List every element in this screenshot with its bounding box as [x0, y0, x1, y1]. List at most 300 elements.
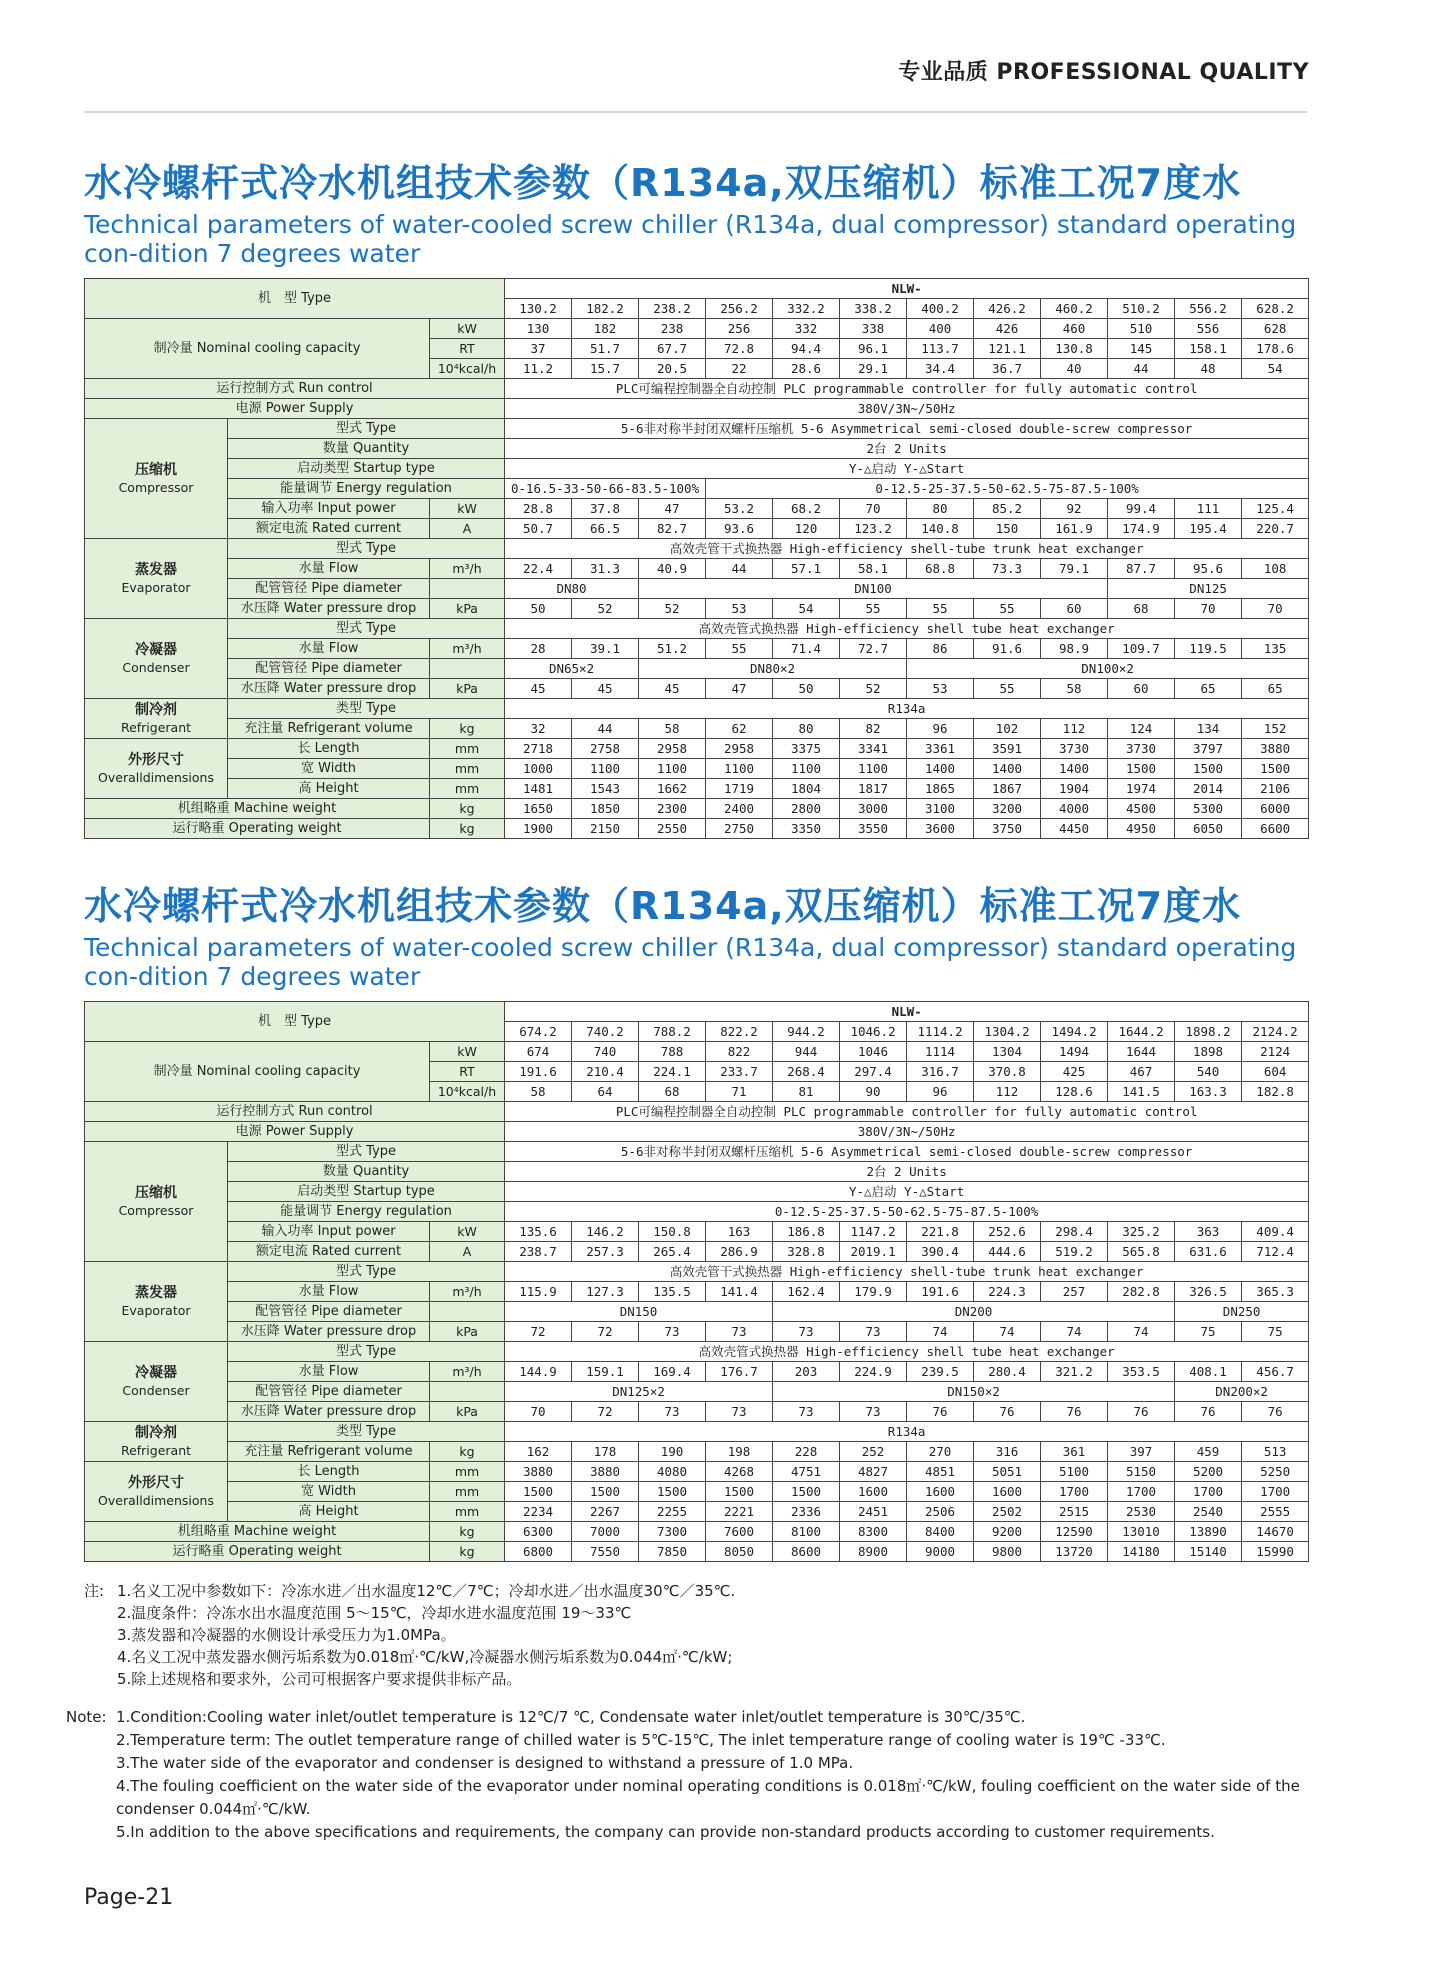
value-cell: 397 — [1108, 1442, 1175, 1462]
value-cell: 2106 — [1242, 779, 1309, 799]
model-number: 238.2 — [639, 299, 706, 319]
value-cell: 44 — [706, 559, 773, 579]
value-cell: 7850 — [639, 1542, 706, 1562]
value-cell: 1500 — [1108, 759, 1175, 779]
value-cell: 6800 — [505, 1542, 572, 1562]
value-cell: 556 — [1175, 319, 1242, 339]
value-cell: 40.9 — [639, 559, 706, 579]
value-cell: 2530 — [1108, 1502, 1175, 1522]
spec-table — [84, 278, 1309, 839]
value-cell: 65 — [1175, 679, 1242, 699]
value-cell: 141.5 — [1108, 1082, 1175, 1102]
value-cell: 145 — [1108, 339, 1175, 359]
group-label-cn: 冷凝器 — [135, 641, 177, 658]
pipe-value: DN65×2 — [505, 659, 639, 679]
row-label: 额定电流 Rated current — [228, 519, 430, 539]
value-cell: 467 — [1108, 1062, 1175, 1082]
value-cell: 280.4 — [974, 1362, 1041, 1382]
value-cell: 57.1 — [773, 559, 840, 579]
value-cell: 1500 — [505, 1482, 572, 1502]
value-cell: 190 — [639, 1442, 706, 1462]
value-cell: 286.9 — [706, 1242, 773, 1262]
value-cell: 28.8 — [505, 499, 572, 519]
value-cell: 76 — [907, 1402, 974, 1422]
span-value: 高效壳管式换热器 High-efficiency shell tube heat exchanger — [505, 1342, 1309, 1362]
value-cell: 1500 — [1242, 759, 1309, 779]
value-cell: 81 — [773, 1082, 840, 1102]
span-value: 0-16.5-33-50-66-83.5-100% — [505, 479, 706, 499]
unit-cell: kg — [430, 1442, 505, 1462]
value-cell: 2800 — [773, 799, 840, 819]
value-cell: 1974 — [1108, 779, 1175, 799]
value-cell: 123.2 — [840, 519, 907, 539]
value-cell: 3730 — [1041, 739, 1108, 759]
row-label: 高 Height — [228, 1502, 430, 1522]
value-cell: 31.3 — [572, 559, 639, 579]
value-cell: 363 — [1175, 1222, 1242, 1242]
spec-section-2 — [84, 883, 1309, 1562]
value-cell: 58 — [639, 719, 706, 739]
span-value: 5-6非对称半封闭双螺杆压缩机 5-6 Asymmetrical semi-closed double-screw compressor — [505, 1142, 1309, 1162]
value-cell: 8300 — [840, 1522, 907, 1542]
value-cell: 45 — [572, 679, 639, 699]
notes-cn — [84, 1580, 735, 1690]
value-cell: 8600 — [773, 1542, 840, 1562]
value-cell: 15.7 — [572, 359, 639, 379]
group-label-cn: 冷凝器 — [135, 1364, 177, 1381]
spec-table — [84, 1001, 1309, 1562]
value-cell: 1543 — [572, 779, 639, 799]
value-cell: 256 — [706, 319, 773, 339]
value-cell: 73 — [639, 1402, 706, 1422]
value-cell: 8900 — [840, 1542, 907, 1562]
group-label — [85, 699, 228, 739]
value-cell: 4950 — [1108, 819, 1175, 839]
value-cell: 210.4 — [572, 1062, 639, 1082]
value-cell: 140.8 — [907, 519, 974, 539]
value-cell: 22.4 — [505, 559, 572, 579]
value-cell: 5200 — [1175, 1462, 1242, 1482]
unit-cell: m³/h — [430, 639, 505, 659]
value-cell: 71.4 — [773, 639, 840, 659]
value-cell: 1046 — [840, 1042, 907, 1062]
value-cell: 53 — [706, 599, 773, 619]
value-cell: 20.5 — [639, 359, 706, 379]
value-cell: 270 — [907, 1442, 974, 1462]
value-cell: 4751 — [773, 1462, 840, 1482]
span-value: 2台 2 Units — [505, 1162, 1309, 1182]
value-cell: 2550 — [639, 819, 706, 839]
row-label: 额定电流 Rated current — [228, 1242, 430, 1262]
value-cell: 135 — [1242, 639, 1309, 659]
row-label: 能量调节 Energy regulation — [228, 1202, 505, 1222]
row-label: 充注量 Refrigerant volume — [228, 1442, 430, 1462]
value-cell: 73 — [773, 1322, 840, 1342]
value-cell: 3750 — [974, 819, 1041, 839]
value-cell: 282.8 — [1108, 1282, 1175, 1302]
value-cell: 460 — [1041, 319, 1108, 339]
value-cell: 37 — [505, 339, 572, 359]
value-cell: 121.1 — [974, 339, 1041, 359]
value-cell: 2255 — [639, 1502, 706, 1522]
unit-cell — [430, 1302, 505, 1322]
model-number: 426.2 — [974, 299, 1041, 319]
value-cell: 2019.1 — [840, 1242, 907, 1262]
note-en-item: 5.In addition to the above specifications and requirements, the company can provide non-standard products according to customer requirements. — [116, 1823, 1215, 1841]
span-value: 5-6非对称半封闭双螺杆压缩机 5-6 Asymmetrical semi-closed double-screw compressor — [505, 419, 1309, 439]
value-cell: 47 — [639, 499, 706, 519]
value-cell: 60 — [1041, 599, 1108, 619]
row-label: 高 Height — [228, 779, 430, 799]
value-cell: 70 — [840, 499, 907, 519]
value-cell: 1400 — [907, 759, 974, 779]
value-cell: 2150 — [572, 819, 639, 839]
value-cell: 332 — [773, 319, 840, 339]
value-cell: 444.6 — [974, 1242, 1041, 1262]
unit-cell: kPa — [430, 1322, 505, 1342]
section-title-cn: 水冷螺杆式冷水机组技术参数（R134a,双压缩机）标准工况7度水 — [84, 161, 1242, 205]
value-cell: 82 — [840, 719, 907, 739]
group-label — [85, 619, 228, 699]
notes-en — [66, 1706, 1316, 1844]
row-label: 型式 Type — [228, 419, 505, 439]
value-cell: 3361 — [907, 739, 974, 759]
value-cell: 14180 — [1108, 1542, 1175, 1562]
value-cell: 99.4 — [1108, 499, 1175, 519]
value-cell: 628 — [1242, 319, 1309, 339]
row-label: 运行略重 Operating weight — [85, 819, 430, 839]
unit-cell: mm — [430, 759, 505, 779]
pipe-value: DN100 — [639, 579, 1108, 599]
value-cell: 130.8 — [1041, 339, 1108, 359]
value-cell: 50 — [505, 599, 572, 619]
value-cell: 96 — [907, 1082, 974, 1102]
value-cell: 459 — [1175, 1442, 1242, 1462]
value-cell: 238 — [639, 319, 706, 339]
group-label-en: Overalldimensions — [98, 769, 214, 785]
value-cell: 55 — [706, 639, 773, 659]
value-cell: 3200 — [974, 799, 1041, 819]
row-label: 水量 Flow — [228, 1282, 430, 1302]
value-cell: 1865 — [907, 779, 974, 799]
value-cell: 76 — [1242, 1402, 1309, 1422]
value-cell: 7600 — [706, 1522, 773, 1542]
span-value: PLC可编程控制器全自动控制 PLC programmable controller for fully automatic control — [505, 1102, 1309, 1122]
value-cell: 1304 — [974, 1042, 1041, 1062]
value-cell: 130 — [505, 319, 572, 339]
value-cell: 224.3 — [974, 1282, 1041, 1302]
value-cell: 152 — [1242, 719, 1309, 739]
value-cell: 32 — [505, 719, 572, 739]
value-cell: 456.7 — [1242, 1362, 1309, 1382]
value-cell: 604 — [1242, 1062, 1309, 1082]
value-cell: 510 — [1108, 319, 1175, 339]
unit-cell: kPa — [430, 1402, 505, 1422]
value-cell: 60 — [1108, 679, 1175, 699]
value-cell: 540 — [1175, 1062, 1242, 1082]
value-cell: 9200 — [974, 1522, 1041, 1542]
pipe-value: DN80×2 — [639, 659, 907, 679]
model-number: 674.2 — [505, 1022, 572, 1042]
pipe-value: DN100×2 — [907, 659, 1309, 679]
row-label: 启动类型 Startup type — [228, 1182, 505, 1202]
value-cell: 1600 — [840, 1482, 907, 1502]
unit-cell: RT — [430, 1062, 505, 1082]
unit-cell: kW — [430, 319, 505, 339]
value-cell: 2506 — [907, 1502, 974, 1522]
value-cell: 39.1 — [572, 639, 639, 659]
model-number: 822.2 — [706, 1022, 773, 1042]
value-cell: 3797 — [1175, 739, 1242, 759]
value-cell: 3880 — [1242, 739, 1309, 759]
model-number: 2124.2 — [1242, 1022, 1309, 1042]
spec-section-1 — [84, 160, 1309, 839]
note-en-item: 4.The fouling coefficient on the water side of the evaporator under nominal operating conditions is 0.018㎡·℃/kW, fouling coefficient on the water side of the condenser 0.044㎡·℃/kW. — [116, 1777, 1300, 1818]
value-cell: 1904 — [1041, 779, 1108, 799]
value-cell: 158.1 — [1175, 339, 1242, 359]
value-cell: 228 — [773, 1442, 840, 1462]
unit-cell: kg — [430, 719, 505, 739]
value-cell: 3880 — [505, 1462, 572, 1482]
value-cell: 257.3 — [572, 1242, 639, 1262]
value-cell: 9000 — [907, 1542, 974, 1562]
value-cell: 203 — [773, 1362, 840, 1382]
unit-cell: kg — [430, 819, 505, 839]
value-cell: 80 — [773, 719, 840, 739]
page-number: Page-21 — [84, 1885, 174, 1910]
value-cell: 1817 — [840, 779, 907, 799]
row-label: 型式 Type — [228, 1142, 505, 1162]
row-label: 水量 Flow — [228, 639, 430, 659]
value-cell: 96 — [907, 719, 974, 739]
unit-cell: RT — [430, 339, 505, 359]
value-cell: 150.8 — [639, 1222, 706, 1242]
row-label: 长 Length — [228, 1462, 430, 1482]
note-en-item: 2.Temperature term: The outlet temperature range of chilled water is 5℃-15℃, The inlet temperature range of cooling water is 19℃ -33℃. — [116, 1731, 1166, 1749]
value-cell: 9800 — [974, 1542, 1041, 1562]
unit-cell: m³/h — [430, 559, 505, 579]
model-label: 机 型 Type — [85, 1002, 505, 1042]
span-value: PLC可编程控制器全自动控制 PLC programmable controller for fully automatic control — [505, 379, 1309, 399]
value-cell: 1600 — [974, 1482, 1041, 1502]
group-label — [85, 1262, 228, 1342]
value-cell: 28.6 — [773, 359, 840, 379]
value-cell: 52 — [840, 679, 907, 699]
row-label: 运行略重 Operating weight — [85, 1542, 430, 1562]
value-cell: 1100 — [572, 759, 639, 779]
value-cell: 74 — [974, 1322, 1041, 1342]
unit-cell: kW — [430, 1042, 505, 1062]
value-cell: 52 — [572, 599, 639, 619]
value-cell: 13720 — [1041, 1542, 1108, 1562]
group-label-en: Evaporator — [121, 579, 191, 595]
value-cell: 1804 — [773, 779, 840, 799]
row-label: 启动类型 Startup type — [228, 459, 505, 479]
note-cn-item: 1.名义工况中参数如下：冷冻水进／出水温度12℃／7℃；冷却水进／出水温度30℃／35℃. — [117, 1582, 736, 1600]
value-cell: 55 — [974, 599, 1041, 619]
value-cell: 94.4 — [773, 339, 840, 359]
model-number: 556.2 — [1175, 299, 1242, 319]
model-number: 338.2 — [840, 299, 907, 319]
group-label-cn: 外形尺寸 — [128, 1474, 184, 1491]
value-cell: 72.7 — [840, 639, 907, 659]
model-number: 628.2 — [1242, 299, 1309, 319]
value-cell: 95.6 — [1175, 559, 1242, 579]
value-cell: 400 — [907, 319, 974, 339]
model-number: 1114.2 — [907, 1022, 974, 1042]
value-cell: 29.1 — [840, 359, 907, 379]
value-cell: 182 — [572, 319, 639, 339]
value-cell: 1000 — [505, 759, 572, 779]
row-label: 水压降 Water pressure drop — [228, 1322, 430, 1342]
row-label: 宽 Width — [228, 1482, 430, 1502]
value-cell: 76 — [1108, 1402, 1175, 1422]
span-value: 高效壳管干式换热器 High-efficiency shell-tube trunk heat exchanger — [505, 539, 1309, 559]
value-cell: 1867 — [974, 779, 1041, 799]
span-value: Y-△启动 Y-△Start — [505, 1182, 1309, 1202]
unit-cell: mm — [430, 739, 505, 759]
value-cell: 1100 — [773, 759, 840, 779]
value-cell: 565.8 — [1108, 1242, 1175, 1262]
value-cell: 112 — [1041, 719, 1108, 739]
group-label-en: Compressor — [118, 479, 194, 495]
value-cell: 1644 — [1108, 1042, 1175, 1062]
value-cell: 135.5 — [639, 1282, 706, 1302]
value-cell: 64 — [572, 1082, 639, 1102]
value-cell: 40 — [1041, 359, 1108, 379]
value-cell: 102 — [974, 719, 1041, 739]
group-label-en: Condenser — [122, 1382, 190, 1398]
value-cell: 631.6 — [1175, 1242, 1242, 1262]
value-cell: 409.4 — [1242, 1222, 1309, 1242]
row-label: 型式 Type — [228, 1262, 505, 1282]
model-number: 1046.2 — [840, 1022, 907, 1042]
value-cell: 44 — [572, 719, 639, 739]
value-cell: 6000 — [1242, 799, 1309, 819]
value-cell: 178 — [572, 1442, 639, 1462]
span-value: 2台 2 Units — [505, 439, 1309, 459]
value-cell: 2221 — [706, 1502, 773, 1522]
unit-cell: mm — [430, 1482, 505, 1502]
value-cell: 73 — [840, 1322, 907, 1342]
value-cell: 519.2 — [1041, 1242, 1108, 1262]
value-cell: 76 — [1175, 1402, 1242, 1422]
value-cell: 161.9 — [1041, 519, 1108, 539]
note-cn-item: 5.除上述规格和要求外，公司可根据客户要求提供非标产品。 — [117, 1670, 522, 1688]
row-label: 配管管径 Pipe diameter — [228, 1302, 430, 1322]
value-cell: 53 — [907, 679, 974, 699]
value-cell: 712.4 — [1242, 1242, 1309, 1262]
value-cell: 174.9 — [1108, 519, 1175, 539]
note-cn-item: 2.温度条件：冷冻水出水温度范围 5～15℃，冷却水进水温度范围 19～33℃ — [117, 1604, 632, 1622]
value-cell: 79.1 — [1041, 559, 1108, 579]
value-cell: 2300 — [639, 799, 706, 819]
section-title-en: Technical parameters of water-cooled screw chiller (R134a, dual compressor) standard operating con-dition 7 degrees water — [84, 210, 1297, 268]
value-cell: 370.8 — [974, 1062, 1041, 1082]
value-cell: 73 — [706, 1402, 773, 1422]
value-cell: 674 — [505, 1042, 572, 1062]
section-title-en: Technical parameters of water-cooled screw chiller (R134a, dual compressor) standard operating con-dition 7 degrees water — [84, 933, 1297, 991]
row-label: 水压降 Water pressure drop — [228, 1402, 430, 1422]
row-label: 输入功率 Input power — [228, 1222, 430, 1242]
value-cell: 2336 — [773, 1502, 840, 1522]
value-cell: 3591 — [974, 739, 1041, 759]
value-cell: 82.7 — [639, 519, 706, 539]
row-label: 电源 Power Supply — [85, 1122, 505, 1142]
group-label-cn: 制冷剂 — [135, 1424, 177, 1441]
value-cell: 48 — [1175, 359, 1242, 379]
group-label-en: Refrigerant — [120, 1442, 192, 1458]
value-cell: 1500 — [1175, 759, 1242, 779]
value-cell: 4450 — [1041, 819, 1108, 839]
group-label-cn: 压缩机 — [135, 461, 177, 478]
value-cell: 70 — [1175, 599, 1242, 619]
group-label-cn: 压缩机 — [135, 1184, 177, 1201]
value-cell: 5250 — [1242, 1462, 1309, 1482]
value-cell: 2540 — [1175, 1502, 1242, 1522]
value-cell: 1481 — [505, 779, 572, 799]
value-cell: 68 — [1108, 599, 1175, 619]
value-cell: 513 — [1242, 1442, 1309, 1462]
row-label: 机组略重 Machine weight — [85, 1522, 430, 1542]
value-cell: 58.1 — [840, 559, 907, 579]
pipe-value: DN125×2 — [505, 1382, 773, 1402]
value-cell: 55 — [907, 599, 974, 619]
unit-cell: mm — [430, 1502, 505, 1522]
row-label: 数量 Quantity — [228, 439, 505, 459]
span-value: 高效壳管式换热器 High-efficiency shell tube heat exchanger — [505, 619, 1309, 639]
value-cell: 2502 — [974, 1502, 1041, 1522]
value-cell: 298.4 — [1041, 1222, 1108, 1242]
value-cell: 238.7 — [505, 1242, 572, 1262]
group-label-cn: 蒸发器 — [135, 561, 177, 578]
note-cn-item: 3.蒸发器和冷凝器的水侧设计承受压力为1.0MPa。 — [117, 1626, 456, 1644]
value-cell: 2124 — [1242, 1042, 1309, 1062]
value-cell: 1100 — [706, 759, 773, 779]
value-cell: 51.2 — [639, 639, 706, 659]
row-label: 水压降 Water pressure drop — [228, 599, 430, 619]
value-cell: 45 — [639, 679, 706, 699]
value-cell: 96.1 — [840, 339, 907, 359]
value-cell: 268.4 — [773, 1062, 840, 1082]
pipe-value: DN125 — [1108, 579, 1309, 599]
value-cell: 195.4 — [1175, 519, 1242, 539]
value-cell: 408.1 — [1175, 1362, 1242, 1382]
model-number: 460.2 — [1041, 299, 1108, 319]
span-value: 380V/3N~/50Hz — [505, 1122, 1309, 1142]
value-cell: 1700 — [1108, 1482, 1175, 1502]
value-cell: 112 — [974, 1082, 1041, 1102]
header-title: 专业品质 PROFESSIONAL QUALITY — [898, 60, 1309, 85]
unit-cell — [430, 579, 505, 599]
value-cell: 1400 — [974, 759, 1041, 779]
group-label — [85, 1142, 228, 1262]
row-label: 电源 Power Supply — [85, 399, 505, 419]
row-label: 水量 Flow — [228, 1362, 430, 1382]
value-cell: 169.4 — [639, 1362, 706, 1382]
span-value: 0-12.5-25-37.5-50-62.5-75-87.5-100% — [706, 479, 1309, 499]
value-cell: 257 — [1041, 1282, 1108, 1302]
value-cell: 163 — [706, 1222, 773, 1242]
pipe-value: DN250 — [1175, 1302, 1309, 1322]
value-cell: 425 — [1041, 1062, 1108, 1082]
unit-cell: kW — [430, 1222, 505, 1242]
model-number: 1644.2 — [1108, 1022, 1175, 1042]
pipe-value: DN200 — [773, 1302, 1175, 1322]
value-cell: 944 — [773, 1042, 840, 1062]
value-cell: 179.9 — [840, 1282, 907, 1302]
value-cell: 74 — [907, 1322, 974, 1342]
